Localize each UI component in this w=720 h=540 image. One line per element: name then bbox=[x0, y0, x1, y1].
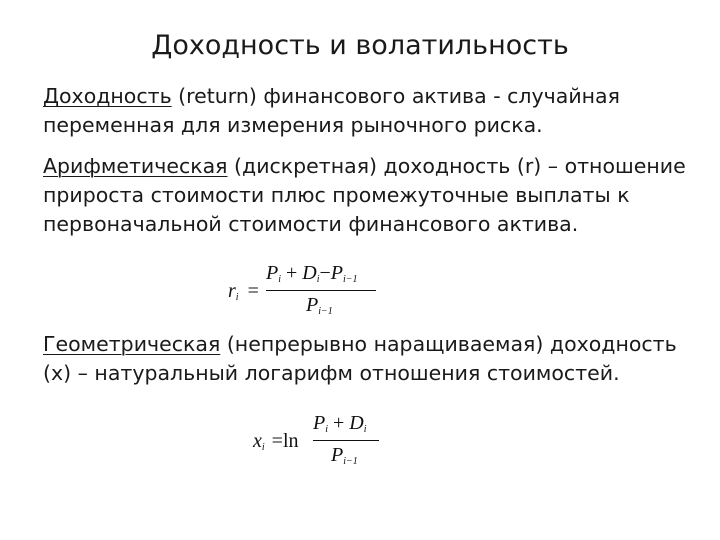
formula-geometric-return bbox=[253, 412, 383, 474]
f1-denominator bbox=[306, 294, 333, 317]
f2-num-p-sub: i bbox=[325, 424, 328, 435]
slide-title: Доходность и волатильность bbox=[151, 30, 569, 61]
f1-minus: − bbox=[319, 262, 331, 284]
f2-den-p-sub: i−1 bbox=[343, 456, 358, 467]
formula-arithmetic-return bbox=[228, 262, 378, 324]
f1-eq: = bbox=[247, 280, 259, 302]
paragraph-geometric bbox=[43, 330, 693, 388]
f1-numerator bbox=[266, 262, 358, 285]
f1-num-d: D bbox=[302, 262, 317, 284]
term-arithmetic: Арифметическая bbox=[43, 154, 228, 178]
term-return: Доходность bbox=[43, 84, 172, 108]
paragraph-return bbox=[43, 82, 693, 140]
f2-den-p: P bbox=[331, 444, 344, 466]
f2-num-d-sub: i bbox=[363, 424, 367, 435]
f1-den-p: P bbox=[306, 294, 319, 316]
f1-num-p: P bbox=[266, 262, 279, 284]
term-geometric: Геометрическая bbox=[43, 332, 221, 356]
f2-num-p: P bbox=[313, 412, 326, 434]
f2-lhs: x bbox=[253, 430, 262, 452]
f2-eq: = bbox=[271, 430, 283, 452]
f1-num-d-sub: i bbox=[316, 274, 320, 285]
f1-lhs: r bbox=[228, 280, 236, 302]
f1-num-p-sub: i bbox=[278, 274, 281, 285]
f1-fraction-bar bbox=[266, 290, 376, 291]
f2-denominator bbox=[331, 444, 358, 467]
f2-num-d: D bbox=[349, 412, 364, 434]
paragraph-arithmetic bbox=[43, 152, 693, 239]
f2-ln: ln bbox=[282, 430, 299, 452]
f1-plus: + bbox=[286, 262, 298, 284]
f1-den-p-sub: i−1 bbox=[318, 306, 333, 317]
paragraph-return-text: (return) финансового актива - случайная переменная для измерения рыночного риска. bbox=[43, 84, 620, 137]
f1-num-p2-sub: i−1 bbox=[343, 274, 358, 285]
f2-plus: + bbox=[333, 412, 345, 434]
paragraph-geometric-text: (непрерывно наращиваемая) доходность (x) – натуральный логарифм отношения стоимостей. bbox=[43, 332, 677, 385]
f2-lhs-sub: i bbox=[261, 442, 265, 453]
f2-numerator bbox=[313, 412, 367, 435]
f2-fraction-bar bbox=[313, 440, 379, 441]
f1-num-p2: P bbox=[330, 262, 344, 284]
paragraph-arithmetic-text: (дискретная) доходность (r) – отношение прироста стоимости плюс промежуточные выплаты к первоначальной стоимости финансового актива. bbox=[43, 154, 686, 236]
f1-lhs-sub: i bbox=[235, 292, 239, 303]
